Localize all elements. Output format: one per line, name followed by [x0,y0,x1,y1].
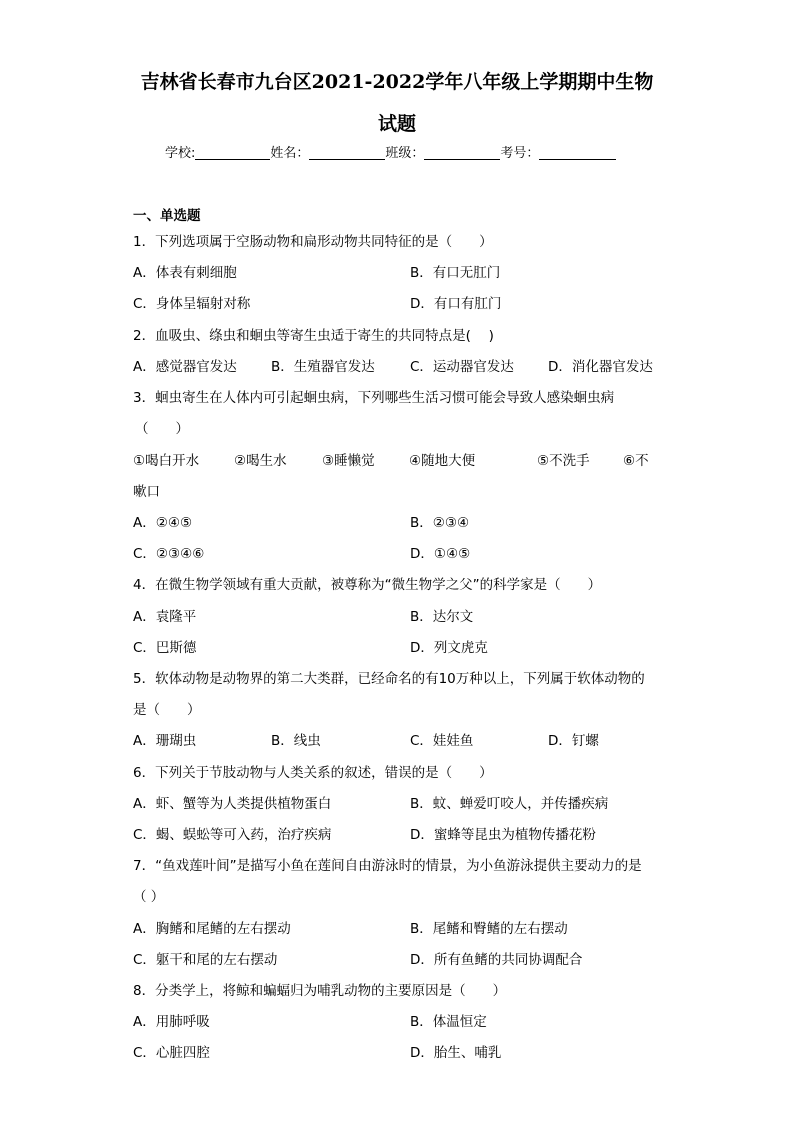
name-blank[interactable] [309,145,385,160]
option-a: A．②④⑤ [133,515,193,531]
question-stem-continued: （ ） [135,421,189,437]
option-d: D．①④⑤ [410,546,471,562]
student-info-row [165,145,616,163]
option-a: A．袁隆平 [133,609,197,625]
page-title: 吉林省长春市九台区2021-2022学年八年级上学期期中生物 [140,71,654,93]
exam-no-blank[interactable] [539,145,616,160]
option-b: B．达尔文 [410,609,474,625]
exam-no-label: 考号： [500,146,540,161]
option-a: A．珊瑚虫 [133,733,197,749]
option-d: D．蜜蜂等昆虫为植物传播花粉 [410,827,596,843]
habit-item: ④随地大便 [409,453,476,469]
option-b: B．尾鳍和臀鳍的左右摆动 [410,921,568,937]
habit-item: ⑤不洗手 [537,453,590,469]
question-stem-continued: 是（ ） [133,702,201,718]
option-a: A．体表有刺细胞 [133,265,237,281]
class-blank[interactable] [424,145,500,160]
option-c: C．蝎、蜈蚣等可入药，治疗疾病 [133,827,332,843]
habit-item: ②喝生水 [234,453,287,469]
habit-item: ③睡懒觉 [322,453,375,469]
section-heading: 一、单选题 [133,208,201,224]
option-a: A．胸鳍和尾鳍的左右摆动 [133,921,291,937]
school-label: 学校: [165,146,196,161]
option-c: C．心脏四腔 [133,1045,210,1061]
option-a: A．用肺呼吸 [133,1014,210,1030]
question-stem: 1．下列选项属于空肠动物和扁形动物共同特征的是（ ） [133,234,493,250]
question-stem: 7．“鱼戏莲叶间”是描写小鱼在莲间自由游泳时的情景，为小鱼游泳提供主要动力的是 [133,858,642,874]
question-stem: 6．下列关于节肢动物与人类关系的叙述，错误的是（ ） [133,765,493,781]
option-d: D．列文虎克 [410,640,488,656]
question-stem: 4．在微生物学领域有重大贡献，被尊称为“微生物学之父”的科学家是（ ） [133,577,602,593]
option-c: C．运动器官发达 [410,359,514,375]
option-d: D．所有鱼鳍的共同协调配合 [410,952,583,968]
option-c: C．巴斯德 [133,640,197,656]
option-a: A．感觉器官发达 [133,359,237,375]
habit-item: ⑥不 [623,453,649,469]
option-b: B．有口无肛门 [410,265,501,281]
question-stem: 2．血吸虫、绦虫和蛔虫等寄生虫适于寄生的共同特点是( ) [133,328,494,344]
habit-item: ①喝白开水 [133,453,200,469]
question-stem: 3．蛔虫寄生在人体内可引起蛔虫病，下列哪些生活习惯可能会导致人感染蛔虫病 [133,390,615,406]
question-stem-continued: （ ） [133,889,165,905]
question-stem: 5．软体动物是动物界的第二大类群，已经命名的有10万种以上，下列属于软体动物的 [133,671,645,687]
name-label: 姓名： [270,146,310,161]
option-a: A．虾、蟹等为人类提供植物蛋白 [133,796,332,812]
option-b: B．蚊、蝉爱叮咬人，并传播疾病 [410,796,609,812]
option-b: B．生殖器官发达 [271,359,375,375]
option-c: C．②③④⑥ [133,546,205,562]
option-b: B．线虫 [271,733,321,749]
option-d: D．钉螺 [548,733,599,749]
option-d: D．胎生、哺乳 [410,1045,502,1061]
option-c: C．躯干和尾的左右摆动 [133,952,278,968]
option-b: B．②③④ [410,515,470,531]
school-blank[interactable] [195,145,270,160]
option-b: B．体温恒定 [410,1014,487,1030]
question-stem: 8．分类学上，将鲸和蝙蝠归为哺乳动物的主要原因是（ ） [133,983,507,999]
option-c: C．娃娃鱼 [410,733,474,749]
habit-item-continued: 嗽口 [133,484,160,500]
class-label: 班级： [385,146,425,161]
option-d: D．消化器官发达 [548,359,653,375]
option-d: D．有口有肛门 [410,296,502,312]
option-c: C．身体呈辐射对称 [133,296,251,312]
page-title-continued: 试题 [377,113,416,135]
